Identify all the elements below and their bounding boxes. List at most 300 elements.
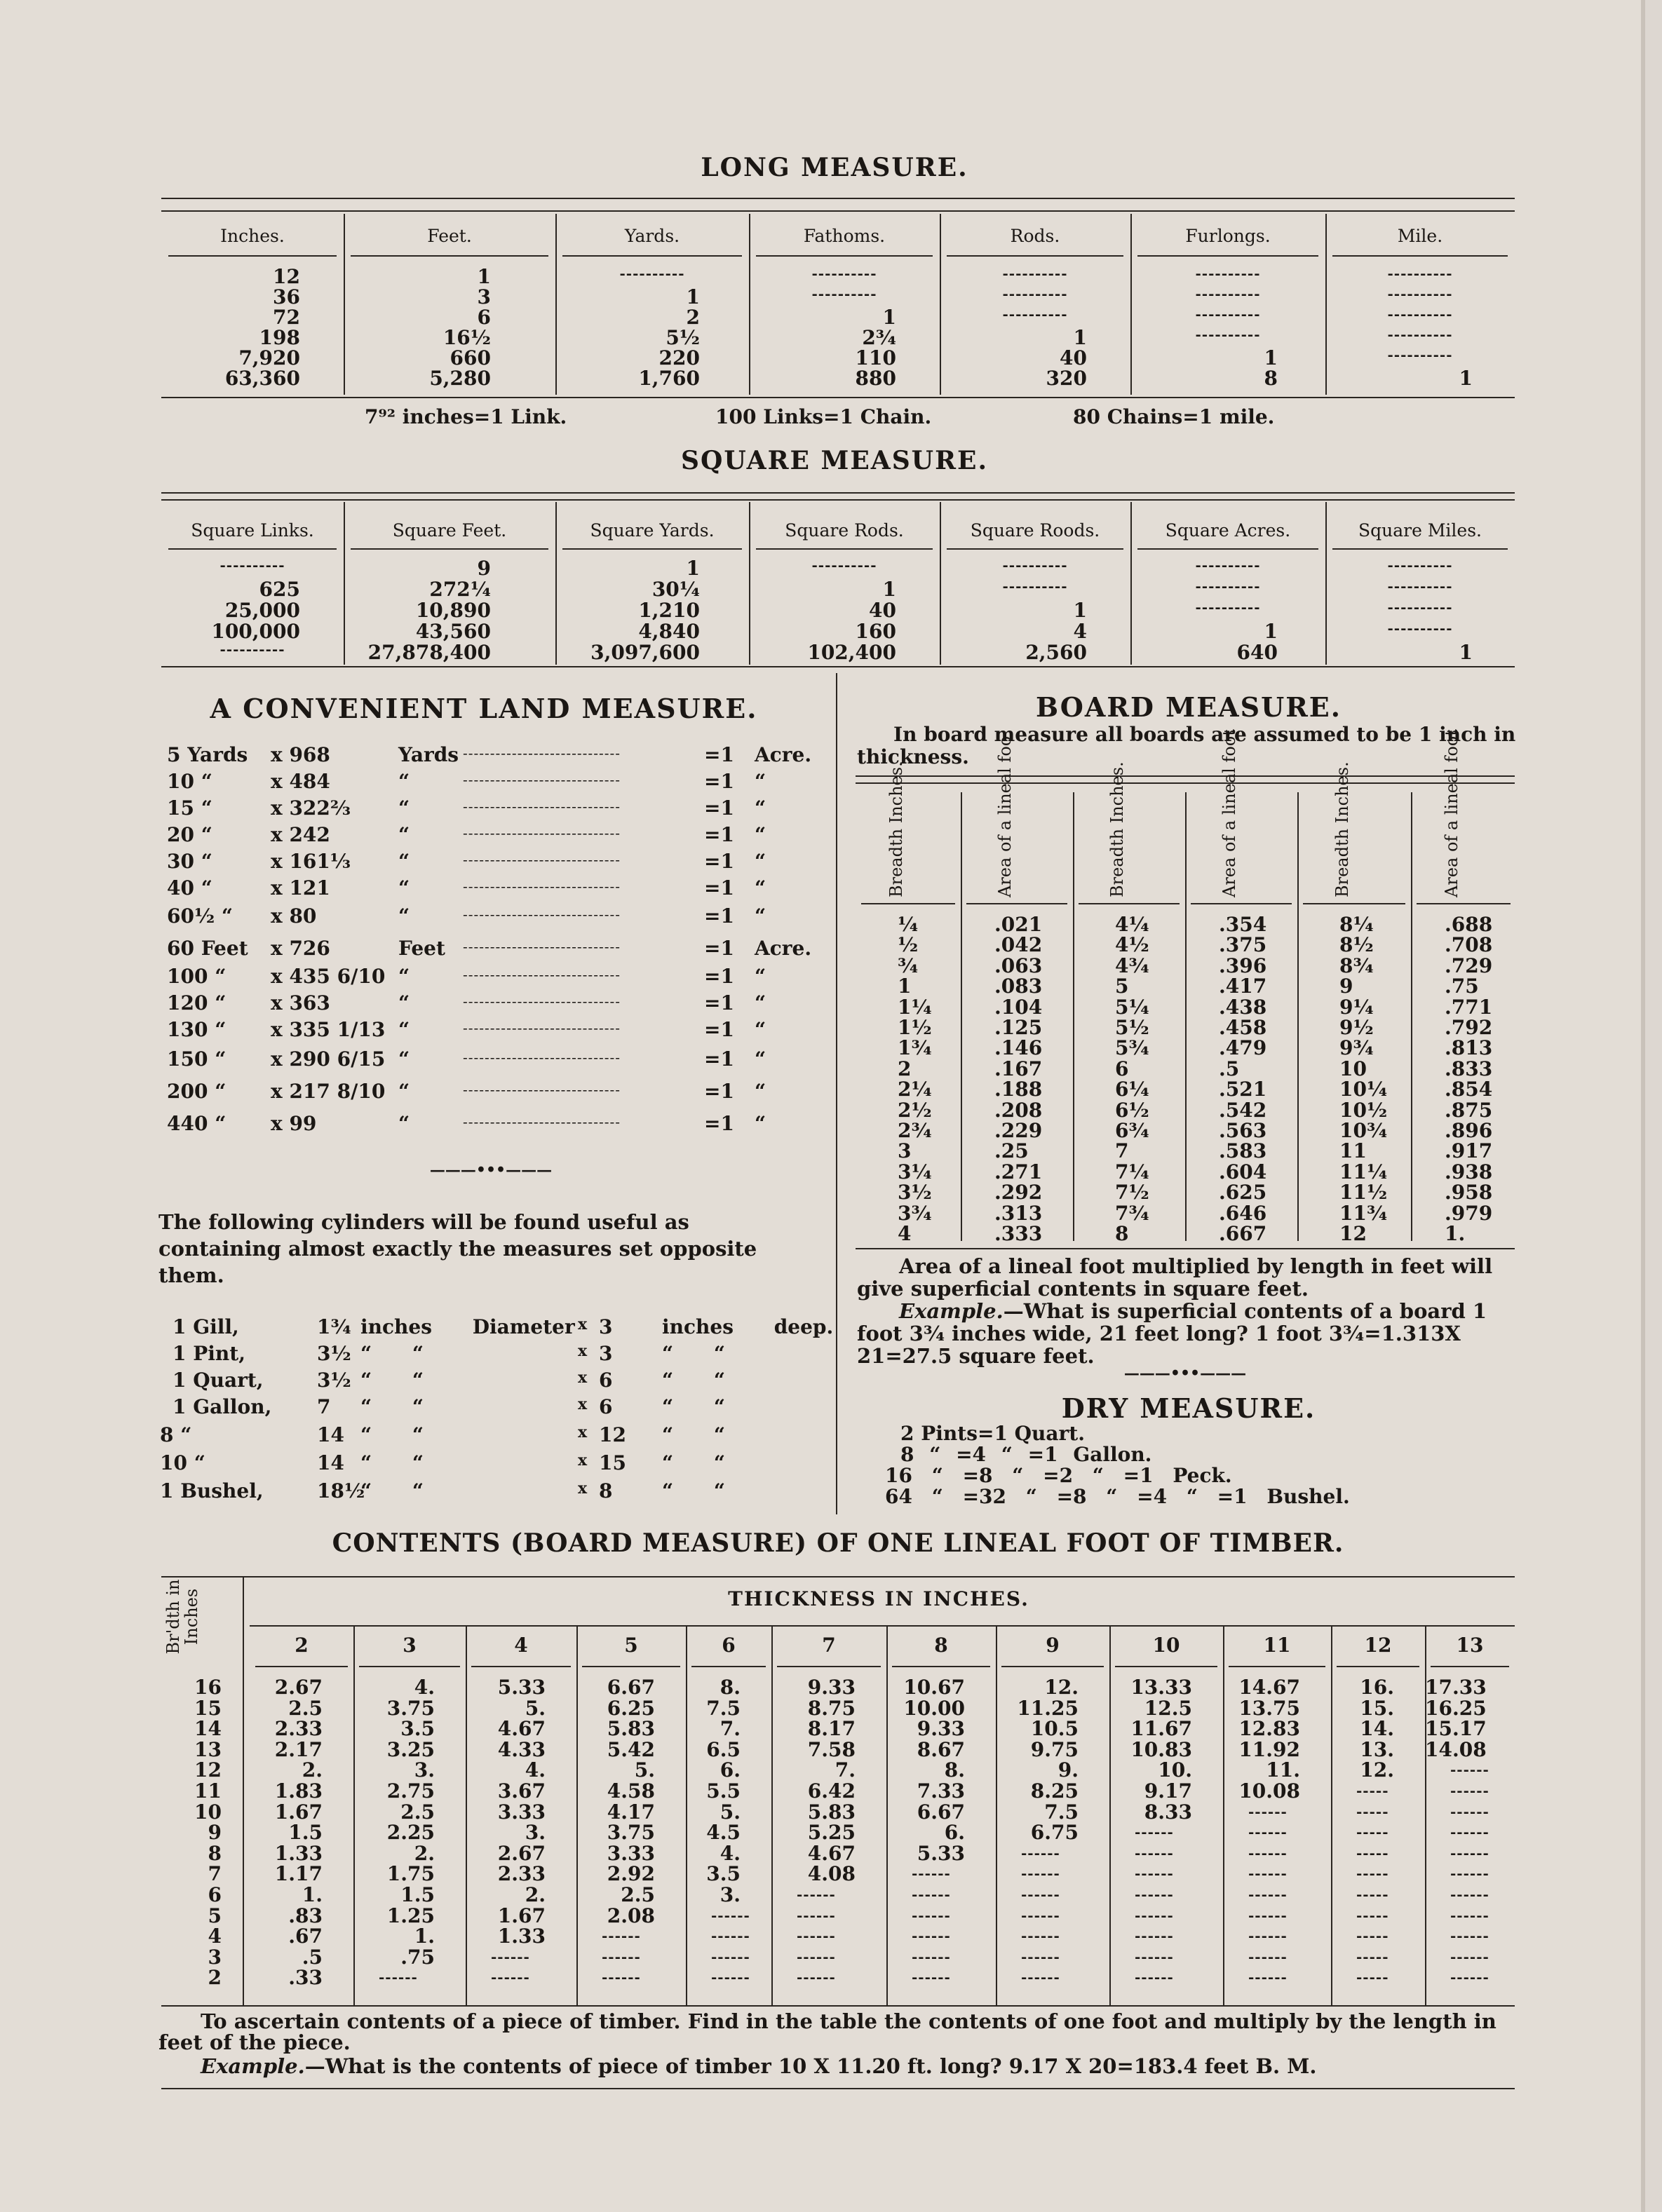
- table-cell: 1,210: [638, 599, 700, 622]
- thickness-header: 4: [514, 1634, 528, 1657]
- table-cell: .938: [1445, 1160, 1493, 1183]
- table-cell: 2.5: [621, 1883, 655, 1906]
- rule: [168, 548, 337, 550]
- table-cell: ------: [711, 1969, 750, 1986]
- thickness-header: 9: [1046, 1634, 1060, 1657]
- rule: [1417, 903, 1511, 904]
- land-count: 130 “: [167, 1018, 227, 1041]
- table-cell: 36: [273, 285, 300, 308]
- table-cell: 3¼: [898, 1160, 932, 1183]
- land-multiplier: x 484: [271, 770, 330, 793]
- land-unit: “: [398, 1112, 410, 1135]
- leader-dots: -----------------------------: [463, 1019, 621, 1036]
- table-cell: 1: [686, 285, 700, 308]
- column-header: Mile.: [1397, 226, 1443, 246]
- table-cell: .75: [1445, 975, 1479, 998]
- land-equals: =1: [704, 850, 734, 873]
- table-cell: -----: [1356, 1886, 1389, 1903]
- table-cell: 1: [686, 557, 700, 580]
- table-cell: ------: [602, 1969, 641, 1986]
- table-cell: ------: [797, 1906, 836, 1924]
- table-cell: ----------: [1195, 578, 1261, 595]
- table-cell: 10¾: [1339, 1119, 1388, 1142]
- breadth-value: 15: [194, 1696, 222, 1720]
- table-cell: .354: [1219, 913, 1267, 936]
- table-cell: 3.67: [497, 1779, 546, 1803]
- table-cell: .438: [1219, 995, 1267, 1019]
- rule: [1431, 1666, 1509, 1667]
- table-cell: ¼: [898, 913, 919, 936]
- table-cell: 5¾: [1115, 1036, 1149, 1060]
- land-multiplier: x 322⅔: [271, 796, 351, 820]
- column-header: Square Rods.: [785, 520, 904, 541]
- table-cell: .188: [994, 1078, 1043, 1101]
- table-cell: 3.75: [607, 1821, 655, 1845]
- cylinder-diameter-label: “ “: [360, 1342, 424, 1365]
- rule: [161, 2088, 1515, 2089]
- table-cell: 1.33: [274, 1841, 323, 1865]
- table-cell: ----------: [1002, 306, 1068, 323]
- table-cell: .229: [994, 1119, 1043, 1142]
- table-cell: ----------: [1002, 557, 1068, 574]
- dry-line-4: 64 “ =32 “ =8 “ =4 “ =1 Bushel.: [885, 1485, 1350, 1508]
- table-cell: 7,920: [238, 346, 300, 369]
- table-cell: ------: [1135, 1969, 1174, 1986]
- table-cell: 3.5: [706, 1862, 741, 1886]
- table-cell: 5¼: [1115, 995, 1149, 1019]
- leader-dots: -----------------------------: [463, 966, 621, 983]
- table-cell: 3.33: [497, 1800, 546, 1824]
- table-cell: ------: [1450, 1824, 1489, 1841]
- table-cell: 12.5: [1144, 1696, 1192, 1720]
- table-cell: 16.: [1360, 1676, 1394, 1699]
- table-cell: 2.75: [386, 1779, 435, 1803]
- table-cell: ------: [1135, 1927, 1174, 1945]
- table-cell: .958: [1445, 1181, 1493, 1205]
- cylinder-depth-label: “ “: [662, 1342, 725, 1365]
- column-header: Square Feet.: [392, 520, 507, 541]
- table-cell: ------: [912, 1969, 951, 1986]
- cylinder-name: 1 Bushel,: [160, 1479, 264, 1502]
- land-unit: “: [398, 1080, 410, 1103]
- rule: [861, 903, 955, 904]
- cylinder-depth: 6: [599, 1395, 613, 1418]
- table-cell: 5½: [1115, 1016, 1149, 1039]
- table-cell: ------: [912, 1927, 951, 1945]
- square-measure-title: SQUARE MEASURE.: [681, 446, 988, 475]
- land-result: “: [755, 850, 766, 873]
- cylinder-x: x: [578, 1395, 588, 1413]
- table-cell: ------: [912, 1906, 951, 1924]
- rule: [1332, 548, 1508, 550]
- column-header: Yards.: [624, 226, 680, 246]
- table-cell: ------: [1450, 1927, 1489, 1945]
- table-cell: 2.17: [274, 1737, 323, 1761]
- land-multiplier: x 99: [271, 1112, 317, 1135]
- land-equals: =1: [704, 1112, 734, 1135]
- table-cell: 320: [1046, 367, 1087, 390]
- table-cell: ------: [1450, 1969, 1489, 1986]
- leader-dots: -----------------------------: [463, 1049, 621, 1066]
- cylinder-depth: 12: [599, 1423, 626, 1446]
- cylinder-diameter: 7: [317, 1395, 331, 1418]
- table-cell: 9: [477, 557, 491, 580]
- table-cell: 8.: [719, 1676, 741, 1699]
- land-unit: “: [398, 850, 410, 873]
- cylinder-name: 10 “: [160, 1451, 205, 1474]
- table-cell: 3: [898, 1139, 912, 1163]
- table-cell: 102,400: [807, 641, 896, 664]
- ornament: ———•••———: [429, 1161, 553, 1179]
- table-cell: 11: [1339, 1139, 1367, 1163]
- table-cell: ------: [1248, 1844, 1288, 1861]
- table-cell: 11¾: [1339, 1201, 1388, 1225]
- table-cell: .458: [1219, 1016, 1267, 1039]
- table-cell: 8: [1264, 367, 1278, 390]
- cylinder-name: 1 Quart,: [173, 1369, 264, 1392]
- table-cell: 6: [477, 306, 491, 329]
- column-header: Breadth Inches.: [1332, 761, 1352, 897]
- table-cell: ----------: [619, 265, 685, 282]
- table-cell: 10.: [1158, 1758, 1192, 1782]
- rule: [1297, 792, 1299, 1241]
- land-unit: “: [398, 1047, 410, 1071]
- table-cell: 4: [1073, 620, 1087, 643]
- table-cell: ------: [912, 1865, 951, 1882]
- thickness-header: 12: [1364, 1634, 1392, 1657]
- table-cell: .771: [1445, 995, 1493, 1019]
- table-cell: .75: [400, 1945, 435, 1969]
- dry-line-3: 16 “ =8 “ =2 “ =1 Peck.: [885, 1464, 1232, 1487]
- table-cell: 5,280: [429, 367, 491, 390]
- cylinder-x: x: [578, 1423, 588, 1441]
- table-cell: ------: [1135, 1824, 1174, 1841]
- table-cell: 1: [1073, 326, 1087, 349]
- rule: [1137, 255, 1318, 257]
- cylinder-diameter-label: “ “: [360, 1479, 424, 1502]
- table-cell: 12.: [1360, 1758, 1394, 1782]
- table-cell: 5: [1115, 975, 1129, 998]
- table-cell: 5.: [719, 1800, 741, 1824]
- table-cell: ------: [491, 1948, 530, 1965]
- land-multiplier: x 290 6/15: [271, 1047, 386, 1071]
- table-cell: ------: [1021, 1886, 1060, 1903]
- cylinder-x: x: [578, 1342, 588, 1360]
- table-cell: -----: [1356, 1824, 1389, 1841]
- table-cell: 2.25: [386, 1821, 435, 1845]
- table-cell: 2.5: [288, 1696, 323, 1720]
- table-cell: 110: [855, 346, 896, 369]
- land-count: 440 “: [167, 1112, 227, 1135]
- table-cell: .688: [1445, 913, 1493, 936]
- cylinder-diameter-label: inches Diameter: [360, 1315, 575, 1338]
- example-label: Example.: [899, 1299, 1004, 1323]
- table-cell: 10: [1339, 1057, 1367, 1080]
- table-cell: 1: [1073, 599, 1087, 622]
- table-cell: .646: [1219, 1201, 1267, 1225]
- table-cell: 11.: [1266, 1758, 1300, 1782]
- table-cell: 2.5: [400, 1800, 435, 1824]
- land-result: “: [755, 1080, 766, 1103]
- land-equals: =1: [704, 965, 734, 988]
- cylinder-diameter: 18½: [317, 1479, 365, 1502]
- table-cell: .521: [1219, 1078, 1267, 1101]
- table-cell: 3½: [898, 1181, 932, 1205]
- breadth-value: 2: [208, 1966, 222, 1990]
- table-cell: ------: [1135, 1906, 1174, 1924]
- table-cell: .25: [994, 1139, 1029, 1163]
- table-cell: -----: [1356, 1969, 1389, 1986]
- table-cell: 7.33: [917, 1779, 965, 1803]
- table-cell: 10¼: [1339, 1078, 1388, 1101]
- cylinder-depth-label: “ “: [662, 1395, 725, 1418]
- cylinder-x: x: [578, 1315, 588, 1334]
- rule: [856, 775, 1515, 777]
- land-count: 60 Feet: [167, 937, 248, 960]
- land-unit: “: [398, 876, 410, 900]
- land-equals: =1: [704, 876, 734, 900]
- table-cell: .375: [1219, 933, 1267, 957]
- table-cell: 6¾: [1115, 1119, 1149, 1142]
- rule: [947, 255, 1123, 257]
- table-cell: 14.67: [1238, 1676, 1300, 1699]
- table-cell: .146: [994, 1036, 1043, 1060]
- land-multiplier: x 968: [271, 743, 330, 766]
- cylinder-name: 1 Pint,: [173, 1342, 245, 1365]
- table-cell: 3: [477, 285, 491, 308]
- table-cell: 4.33: [497, 1737, 546, 1761]
- table-cell: 1.67: [497, 1904, 546, 1927]
- rule: [1079, 903, 1180, 904]
- land-count: 5 Yards: [167, 743, 248, 766]
- land-result: “: [755, 1018, 766, 1041]
- table-cell: 220: [658, 346, 700, 369]
- table-cell: 5.: [634, 1758, 655, 1782]
- table-cell: 4.17: [607, 1800, 655, 1824]
- table-cell: 1: [898, 975, 912, 998]
- board-measure-title: BOARD MEASURE.: [1035, 691, 1342, 723]
- land-multiplier: x 726: [271, 937, 330, 960]
- cylinder-depth: 3: [599, 1342, 613, 1365]
- table-cell: ------: [1248, 1824, 1288, 1841]
- cylinder-x: x: [578, 1451, 588, 1470]
- table-cell: 2½: [898, 1098, 932, 1122]
- leader-dots: -----------------------------: [463, 798, 621, 815]
- table-cell: 9.: [1058, 1758, 1079, 1782]
- table-cell: 12.: [1044, 1676, 1079, 1699]
- rule: [961, 792, 962, 1241]
- thickness-header: 11: [1263, 1634, 1291, 1657]
- land-count: 60½ “: [167, 904, 234, 928]
- table-cell: ------: [1450, 1906, 1489, 1924]
- table-cell: 10.5: [1030, 1717, 1079, 1741]
- thickness-header: 6: [722, 1634, 736, 1657]
- thickness-header: 10: [1152, 1634, 1180, 1657]
- table-cell: 6: [1115, 1057, 1129, 1080]
- table-cell: .208: [994, 1098, 1043, 1122]
- table-cell: 6.67: [607, 1676, 655, 1699]
- column-header: Fathoms.: [803, 226, 886, 246]
- table-cell: 4.: [414, 1676, 435, 1699]
- table-cell: .563: [1219, 1119, 1267, 1142]
- land-result: “: [755, 965, 766, 988]
- leader-dots: -----------------------------: [463, 938, 621, 955]
- table-cell: 5.25: [807, 1821, 856, 1845]
- table-cell: 10.67: [903, 1676, 965, 1699]
- land-multiplier: x 435 6/10: [271, 965, 386, 988]
- table-cell: 6.: [719, 1758, 741, 1782]
- land-multiplier: x 363: [271, 991, 330, 1015]
- table-cell: .667: [1219, 1222, 1267, 1245]
- land-count: 30 “: [167, 850, 212, 873]
- table-cell: ----------: [1387, 578, 1453, 595]
- rule: [562, 548, 742, 550]
- land-result: “: [755, 770, 766, 793]
- table-cell: 8.17: [807, 1717, 856, 1741]
- table-cell: ----------: [1387, 557, 1453, 574]
- table-cell: ------: [1450, 1844, 1489, 1861]
- table-cell: 1,760: [638, 367, 700, 390]
- rule: [1411, 792, 1412, 1241]
- table-cell: 5.83: [807, 1800, 856, 1824]
- table-cell: 6.75: [1030, 1821, 1079, 1845]
- table-cell: -----: [1356, 1803, 1389, 1820]
- table-cell: .083: [994, 975, 1043, 998]
- land-multiplier: x 242: [271, 823, 330, 846]
- table-cell: 6½: [1115, 1098, 1149, 1122]
- table-cell: 1: [477, 265, 491, 288]
- land-result: “: [755, 796, 766, 820]
- column-header: Feet.: [427, 226, 472, 246]
- table-cell: 17.33: [1425, 1676, 1487, 1699]
- table-cell: ------: [1248, 1865, 1288, 1882]
- rule: [161, 210, 1515, 212]
- cylinder-diameter-label: “ “: [360, 1395, 424, 1418]
- land-count: 10 “: [167, 770, 212, 793]
- table-cell: 8.75: [807, 1696, 856, 1720]
- table-cell: .104: [994, 995, 1043, 1019]
- table-cell: .83: [288, 1904, 323, 1927]
- table-cell: ------: [1248, 1906, 1288, 1924]
- board-example: [857, 1300, 1523, 1367]
- land-equals: =1: [704, 937, 734, 960]
- column-header: Area of a lineal foot: [1442, 729, 1461, 897]
- table-cell: 11¼: [1339, 1160, 1388, 1183]
- table-cell: ----------: [1387, 285, 1453, 302]
- land-unit: “: [398, 991, 410, 1015]
- land-count: 20 “: [167, 823, 212, 846]
- table-cell: 10.83: [1130, 1737, 1192, 1761]
- table-cell: .33: [288, 1966, 323, 1990]
- land-multiplier: x 217 8/10: [271, 1080, 386, 1103]
- breadth-value: 14: [194, 1717, 222, 1741]
- rule: [562, 255, 742, 257]
- land-result: “: [755, 1047, 766, 1071]
- land-equals: =1: [704, 1047, 734, 1071]
- cylinder-diameter: 3½: [317, 1342, 351, 1365]
- table-cell: 1: [882, 578, 896, 601]
- table-cell: ------: [1450, 1948, 1489, 1965]
- thickness-header: 7: [822, 1634, 836, 1657]
- table-cell: 3.25: [386, 1737, 435, 1761]
- table-cell: 11.92: [1238, 1737, 1300, 1761]
- table-cell: .708: [1445, 933, 1493, 957]
- table-cell: 100,000: [211, 620, 300, 643]
- table-cell: .396: [1219, 954, 1267, 977]
- rule: [1115, 1666, 1217, 1667]
- cylinders-intro: The following cylinders will be found useful as containing almost exactly the measures set opposite them.: [158, 1210, 757, 1287]
- timber-footer: To ascertain contents of a piece of timber. Find in the table the contents of one foot and multiply by the length in feet of the piece.: [158, 2009, 1497, 2054]
- table-cell: 3.33: [607, 1841, 655, 1865]
- rule: [161, 397, 1515, 398]
- table-cell: 9¾: [1339, 1036, 1374, 1060]
- example-text: —What is superficial contents of a board 1 foot 3¾ inches wide, 21 feet long? 1 foot 3¾=1.313X 21=27.5 square feet.: [857, 1299, 1487, 1368]
- cylinder-diameter: 14: [317, 1423, 344, 1446]
- table-cell: 7.5: [1044, 1800, 1079, 1824]
- table-cell: 1: [1459, 367, 1473, 390]
- rule: [255, 1666, 348, 1667]
- table-cell: ----------: [811, 265, 877, 282]
- table-cell: 1.25: [386, 1904, 435, 1927]
- table-cell: 1.: [1445, 1222, 1466, 1245]
- table-cell: 9½: [1339, 1016, 1374, 1039]
- table-cell: 4.58: [607, 1779, 655, 1803]
- table-cell: 660: [450, 346, 491, 369]
- table-cell: ------: [797, 1969, 836, 1986]
- table-cell: 10.08: [1238, 1779, 1300, 1803]
- table-cell: .583: [1219, 1139, 1267, 1163]
- table-cell: 2¾: [898, 1119, 932, 1142]
- table-cell: 10,890: [415, 599, 491, 622]
- leader-dots: -----------------------------: [463, 993, 621, 1010]
- table-cell: 11.67: [1130, 1717, 1192, 1741]
- table-cell: 10.00: [903, 1696, 965, 1720]
- land-result: “: [755, 904, 766, 928]
- table-cell: 8.33: [1144, 1800, 1192, 1824]
- table-cell: 2: [686, 306, 700, 329]
- table-cell: ----------: [1387, 306, 1453, 323]
- table-cell: ----------: [1002, 265, 1068, 282]
- rule: [892, 1666, 990, 1667]
- column-header: Furlongs.: [1185, 226, 1271, 246]
- table-cell: ------: [1248, 1803, 1288, 1820]
- table-cell: .833: [1445, 1057, 1493, 1080]
- cylinder-x: x: [578, 1479, 588, 1498]
- table-cell: 1.5: [400, 1883, 435, 1906]
- table-cell: ------: [797, 1948, 836, 1965]
- breadth-value: 8: [208, 1841, 222, 1865]
- table-cell: 9.75: [1030, 1737, 1079, 1761]
- table-cell: ------: [711, 1906, 750, 1924]
- table-cell: ------: [1248, 1948, 1288, 1965]
- table-cell: 40: [1060, 346, 1087, 369]
- column-header: Breadth Inches.: [886, 761, 906, 897]
- table-cell: -----: [1356, 1844, 1389, 1861]
- table-cell: ------: [1248, 1886, 1288, 1903]
- table-cell: 16.25: [1425, 1696, 1487, 1720]
- table-cell: 72: [273, 306, 300, 329]
- cylinder-x: x: [578, 1369, 588, 1387]
- rule: [756, 548, 933, 550]
- table-cell: 10½: [1339, 1098, 1388, 1122]
- table-cell: 14.08: [1425, 1737, 1487, 1761]
- table-cell: 7¼: [1115, 1160, 1149, 1183]
- leader-dots: -----------------------------: [463, 878, 621, 895]
- table-cell: .042: [994, 933, 1043, 957]
- land-count: 100 “: [167, 965, 227, 988]
- table-cell: 8.: [944, 1758, 965, 1782]
- table-cell: 1.: [414, 1925, 435, 1948]
